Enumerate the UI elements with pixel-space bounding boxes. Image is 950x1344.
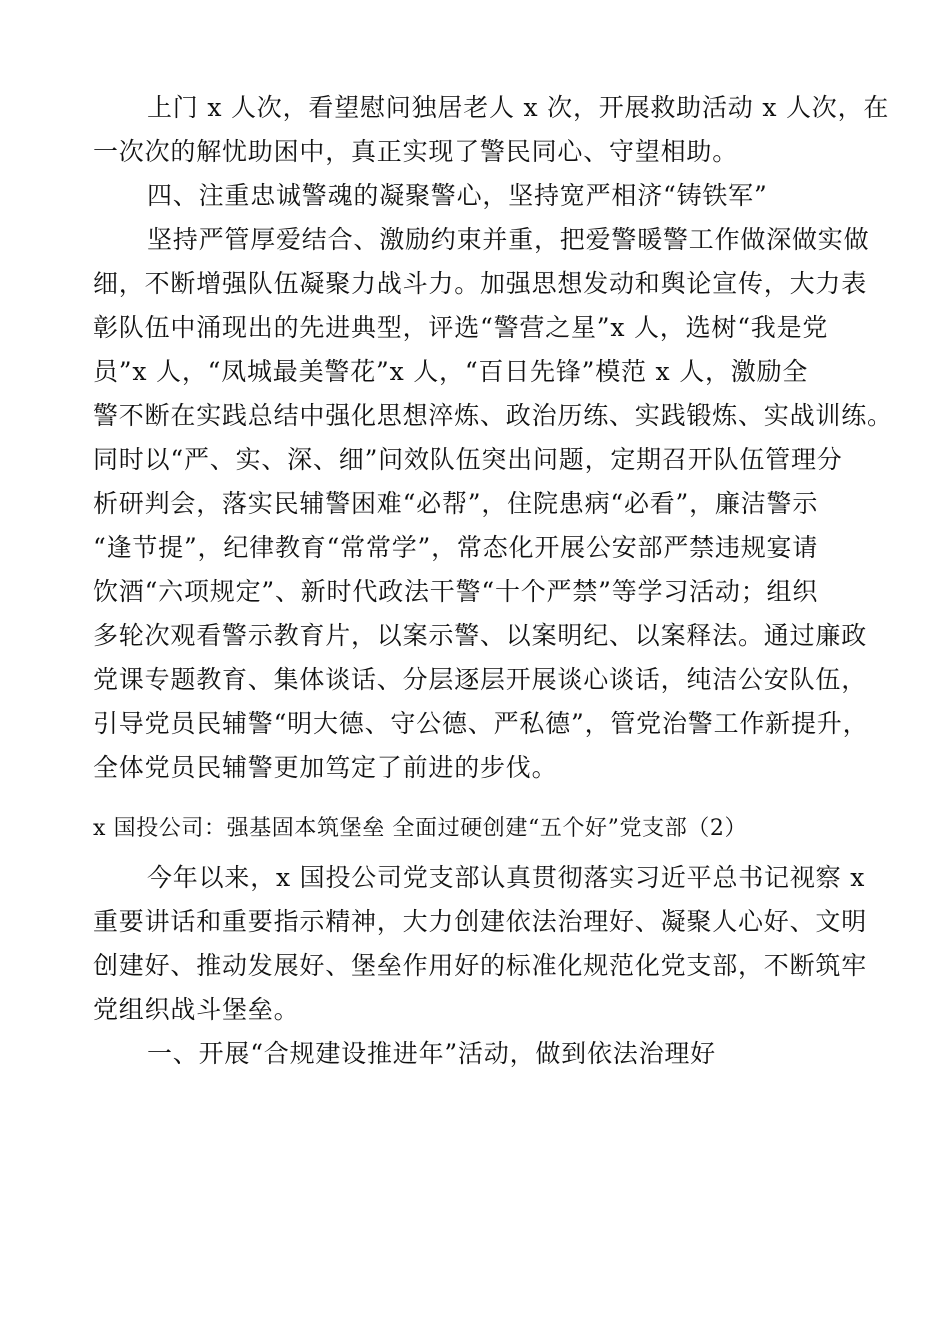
text-line: 警不断在实践总结中强化思想淬炼、政治历练、实践锻炼、实战训练。	[93, 401, 893, 430]
article-title: x 国投公司：强基固本筑堡垒 全面过硬创建“五个好”党支部（2）	[93, 816, 748, 841]
text-line: 同时以“严、实、深、细”问效队伍突出问题，定期召开队伍管理分	[93, 445, 843, 474]
text-line: 细，不断增强队伍凝聚力战斗力。加强思想发动和舆论宣传，大力表	[93, 269, 868, 298]
text-line: 饮酒“六项规定”、新时代政法干警“十个严禁”等学习活动；组织	[93, 577, 819, 606]
text-line: 创建好、推动发展好、堡垒作用好的标准化规范化党支部，不断筑牢	[93, 951, 868, 980]
text-line: 引导党员民辅警“明大德、守公德、严私德”，管党治警工作新提升，	[93, 709, 869, 738]
section-heading: 四、注重忠诚警魂的凝聚警心，坚持宽严相济“铸铁军”	[147, 181, 768, 210]
text-line: 坚持严管厚爱结合、激励约束并重，把爱警暖警工作做深做实做	[147, 225, 870, 254]
text-line: 重要讲话和重要指示精神，大力创建依法治理好、凝聚人心好、文明	[93, 907, 868, 936]
text-line: 一次次的解忧助困中，真正实现了警民同心、守望相助。	[93, 137, 739, 166]
text-line: 上门 x 人次，看望慰问独居老人 x 次，开展救助活动 x 人次，在	[147, 93, 890, 122]
text-line: 全体党员民辅警更加笃定了前进的步伐。	[93, 753, 558, 782]
text-line: “逢节提”，纪律教育“常常学”，常态化开展公安部严禁违规宴请	[93, 533, 819, 562]
section-heading: 一、开展“合规建设推进年”活动，做到依法治理好	[147, 1039, 716, 1068]
text-line: 员”x 人，“凤城最美警花”x 人，“百日先锋”模范 x 人，激励全	[93, 357, 809, 386]
text-line: 今年以来，x 国投公司党支部认真贯彻落实习近平总书记视察 x	[147, 863, 866, 892]
text-line: 党组织战斗堡垒。	[93, 995, 300, 1024]
text-line: 多轮次观看警示教育片，以案示警、以案明纪、以案释法。通过廉政	[93, 621, 868, 650]
text-line: 析研判会，落实民辅警困难“必帮”，住院患病“必看”，廉洁警示	[93, 489, 819, 518]
text-line: 彰队伍中涌现出的先进典型，评选“警营之星”x 人，选树“我是党	[93, 313, 829, 342]
text-line: 党课专题教育、集体谈话、分层逐层开展谈心谈话，纯洁公安队伍，	[93, 665, 868, 694]
